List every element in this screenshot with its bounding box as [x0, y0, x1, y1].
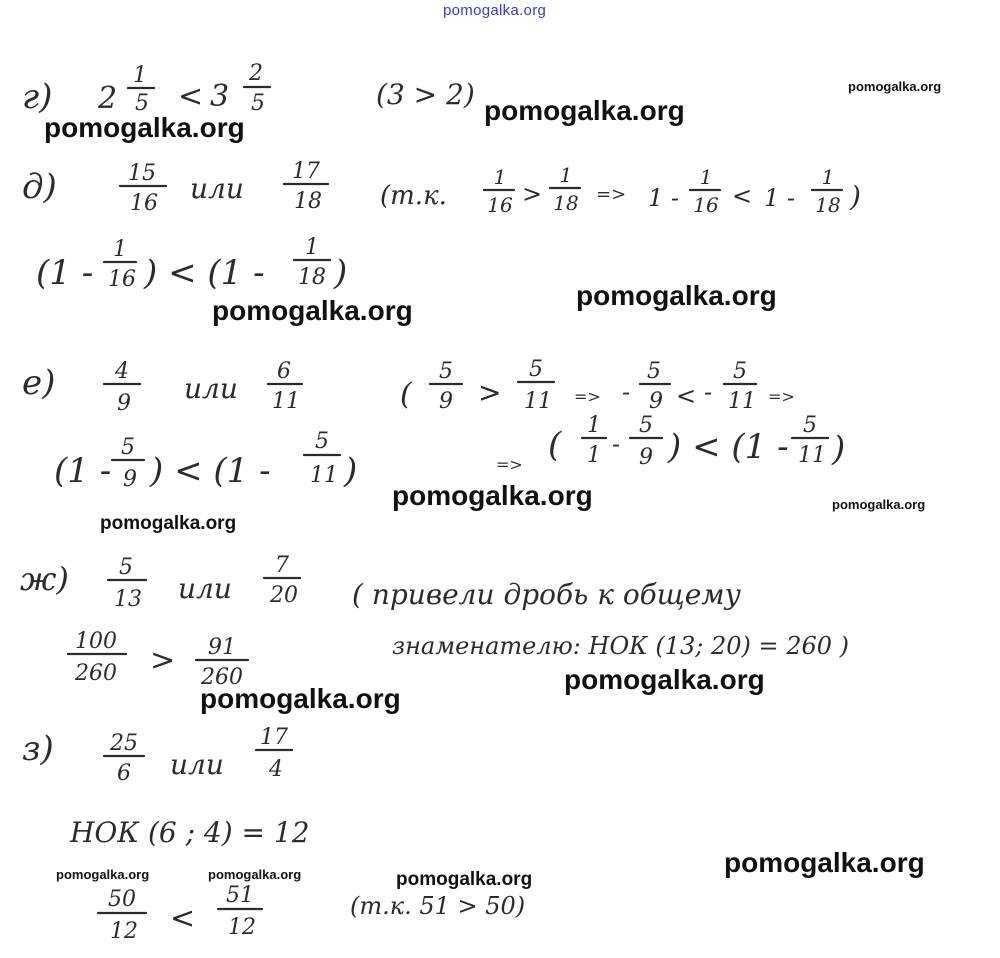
alt2-num: 5 — [639, 413, 653, 438]
reason-open: (т.к. — [380, 181, 447, 211]
c-den: 260 — [75, 661, 117, 686]
label-e: е) — [22, 363, 56, 403]
row-d — [22, 159, 861, 293]
b-den: 11 — [272, 389, 300, 414]
alt-minus: - — [612, 430, 621, 458]
label-g: г) — [22, 77, 53, 117]
d-den: 12 — [228, 915, 256, 940]
r3-num: 1 — [699, 165, 713, 189]
r4-den: 18 — [815, 193, 841, 217]
alt3-num: 5 — [803, 413, 817, 438]
label-d: д) — [22, 167, 57, 207]
c-den: 12 — [110, 919, 138, 944]
a-den: 6 — [117, 761, 131, 786]
reason-g: (3 > 2) — [376, 78, 475, 111]
minus-1: - — [622, 378, 631, 406]
word-ili: или — [190, 172, 244, 205]
r4-num: 5 — [733, 359, 747, 384]
alt1-num: 1 — [587, 413, 601, 438]
reason-z: (т.к. 51 > 50) — [350, 892, 526, 920]
watermark: pomogalka.org — [576, 280, 777, 311]
alt-open: ( — [548, 425, 562, 465]
res2-den: 18 — [298, 265, 326, 290]
den-1: 5 — [135, 91, 149, 116]
res-open: (1 - — [36, 253, 94, 293]
a-num: 4 — [115, 359, 129, 384]
r2-den: 11 — [524, 389, 552, 414]
b-den: 4 — [269, 757, 283, 782]
lt: < — [732, 182, 753, 210]
b-num: 17 — [292, 159, 320, 184]
num-1: 1 — [133, 63, 147, 88]
watermark: pomogalka.org — [208, 867, 302, 882]
r4-one: 1 - — [764, 184, 796, 212]
arrow-3: => — [496, 455, 523, 474]
word-ili: или — [184, 372, 238, 405]
sign-lt: < — [178, 79, 204, 114]
c-num: 50 — [108, 887, 136, 912]
row-z — [22, 725, 525, 944]
r1-num: 1 — [493, 165, 507, 189]
watermark: pomogalka.org — [200, 683, 401, 714]
num-2: 2 — [249, 61, 263, 86]
r1-den: 9 — [439, 389, 453, 414]
lcm-line: НОК (6 ; 4) = 12 — [70, 816, 310, 849]
row-e — [22, 357, 845, 492]
den-2: 5 — [251, 91, 265, 116]
b-num: 6 — [277, 359, 291, 384]
res-open: (1 - — [54, 451, 112, 491]
r3-one: 1 - — [648, 184, 680, 212]
alt-close: ) — [832, 429, 846, 469]
res-close: ) — [334, 253, 348, 293]
a-num: 5 — [119, 555, 133, 580]
label-z: з) — [22, 729, 54, 769]
r4-den: 11 — [728, 389, 756, 414]
res-mid: ) < (1 - — [150, 451, 271, 491]
site-link[interactable]: pomogalka.org — [443, 2, 547, 19]
alt2-den: 9 — [639, 445, 653, 470]
watermark: pomogalka.org — [392, 480, 593, 511]
a-num: 15 — [128, 161, 156, 186]
gt: > — [150, 643, 176, 678]
arrow: => — [574, 387, 601, 406]
open: ( — [400, 377, 412, 412]
alt3-den: 11 — [798, 443, 826, 468]
reason-close: ) — [850, 180, 861, 213]
arrow-2: => — [768, 387, 795, 406]
r3-num: 5 — [647, 359, 661, 384]
watermark: pomogalka.org — [848, 79, 942, 94]
note-line-1: ( привели дробь к общему — [352, 578, 741, 611]
word-ili: или — [170, 748, 224, 781]
r3-den: 9 — [649, 389, 663, 414]
a-den: 16 — [130, 191, 158, 216]
b-den: 18 — [294, 189, 322, 214]
b-num: 7 — [275, 553, 289, 578]
watermark: pomogalka.org — [100, 513, 237, 534]
watermark: pomogalka.org — [564, 664, 765, 695]
res1-den: 9 — [123, 467, 137, 492]
d-num: 91 — [208, 635, 236, 660]
r2-num: 1 — [559, 163, 573, 187]
c-num: 100 — [75, 629, 117, 654]
r3-den: 16 — [693, 193, 719, 217]
whole-2: 3 — [210, 79, 230, 114]
r2-den: 18 — [553, 191, 579, 215]
watermark: pomogalka.org — [484, 95, 685, 126]
a-den: 9 — [117, 391, 131, 416]
word-ili: или — [178, 572, 232, 605]
watermark: pomogalka.org — [724, 847, 925, 878]
row-g — [22, 61, 475, 117]
gt: > — [522, 180, 543, 208]
res-close: ) — [344, 451, 358, 491]
watermark: pomogalka.org — [44, 112, 245, 143]
res1-num: 1 — [113, 237, 127, 262]
whole-1: 2 — [98, 81, 118, 116]
label-zh: ж) — [20, 560, 69, 598]
d-num: 51 — [226, 883, 254, 908]
r4-num: 1 — [821, 165, 835, 189]
gt: > — [478, 376, 502, 409]
lt: < — [676, 382, 697, 410]
alt-mid: ) < (1 - — [668, 427, 789, 467]
b-num: 17 — [260, 725, 288, 750]
r1-num: 5 — [439, 359, 453, 384]
r2-num: 5 — [529, 357, 543, 382]
watermark: pomogalka.org — [56, 867, 150, 882]
a-num: 25 — [110, 731, 138, 756]
res2-den: 11 — [310, 463, 338, 488]
a-den: 13 — [114, 587, 142, 612]
arrow: => — [596, 184, 627, 205]
alt1-den: 1 — [587, 443, 601, 468]
b-den: 20 — [270, 583, 298, 608]
note-line-2: знаменателю: НОК (13; 20) = 260 ) — [392, 632, 850, 660]
lt: < — [170, 901, 196, 936]
res-mid: ) < (1 - — [144, 253, 265, 293]
res2-num: 5 — [315, 429, 329, 454]
watermark: pomogalka.org — [396, 869, 533, 890]
res1-den: 16 — [108, 267, 136, 292]
r1-den: 16 — [487, 193, 513, 217]
d-den: 260 — [201, 665, 243, 690]
watermark: pomogalka.org — [832, 497, 926, 512]
watermark: pomogalka.org — [212, 295, 413, 326]
res2-num: 1 — [305, 235, 319, 260]
minus-2: - — [704, 378, 713, 406]
res1-num: 5 — [121, 435, 135, 460]
